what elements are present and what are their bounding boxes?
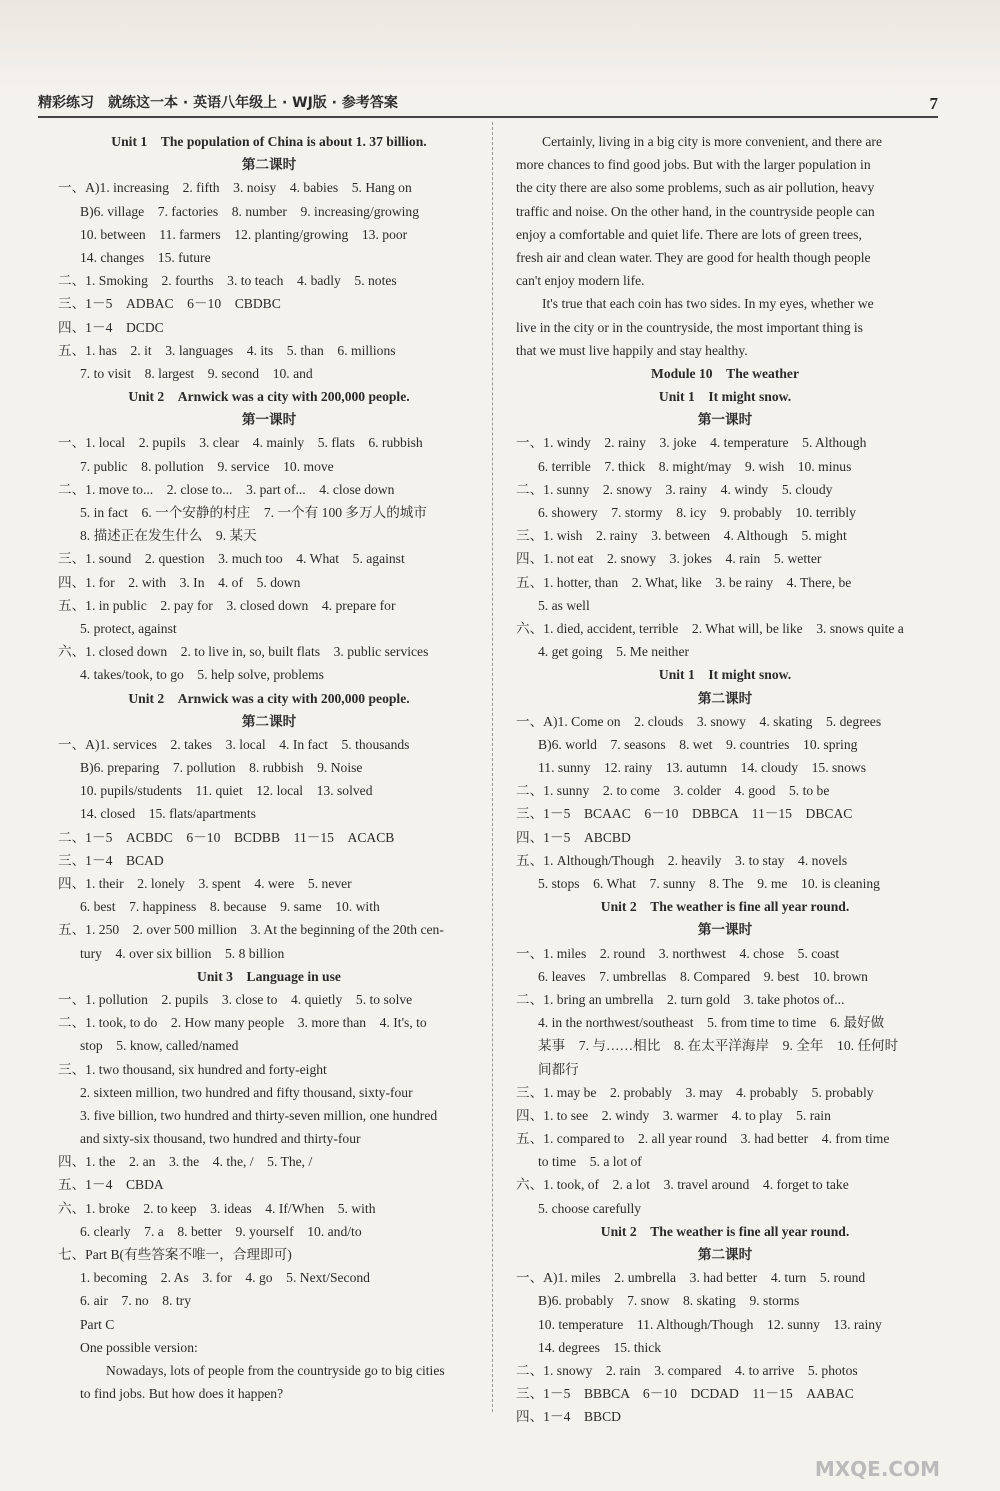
answer-line: 6. best 7. happiness 8. because 9. same 10. with <box>80 899 380 915</box>
left-column <box>58 130 480 1405</box>
answer-line: traffic and noise. On the other hand, in the countryside people can <box>516 203 875 219</box>
answer-line: 五、1. compared to 2. all year round 3. had better 4. from time <box>516 1131 890 1147</box>
answer-line: 5. protect, against <box>80 620 177 636</box>
answer-line: 二、1. Smoking 2. fourths 3. to teach 4. badly 5. notes <box>58 273 397 289</box>
answer-line: 4. in the northwest/southeast 5. from time to time 6. 最好做 <box>538 1015 885 1031</box>
answer-line: 一、A)1. services 2. takes 3. local 4. In fact 5. thousands <box>58 736 410 752</box>
answer-line: One possible version: <box>80 1339 198 1355</box>
answer-line: fresh air and clean water. They are good for health though people <box>516 249 871 265</box>
answer-line: 14. changes 15. future <box>80 249 211 265</box>
answer-line: that we must live happily and stay healthy. <box>516 342 748 358</box>
answer-line: the city there are also some problems, such as air pollution, heavy <box>516 180 875 196</box>
column-divider <box>492 122 493 1412</box>
answer-line: 一、1. pollution 2. pupils 3. close to 4. quietly 5. to solve <box>58 991 413 1007</box>
answer-line: B)6. probably 7. snow 8. skating 9. storms <box>538 1293 800 1309</box>
answer-line: 3. five billion, two hundred and thirty-seven million, one hundred <box>80 1107 438 1123</box>
answer-line: stop 5. know, called/named <box>80 1038 239 1054</box>
answer-line: 四、1－4 DCDC <box>58 319 164 335</box>
answer-line: 二、1. bring an umbrella 2. turn gold 3. take photos of... <box>516 991 845 1007</box>
answer-line: 四、1. their 2. lonely 3. spent 4. were 5. never <box>58 876 352 891</box>
answer-line: B)6. village 7. factories 8. number 9. increasing/growing <box>80 203 420 219</box>
answer-line: 5. as well <box>538 597 590 613</box>
answer-line: 三、1. may be 2. probably 3. may 4. probably 5. probably <box>516 1084 874 1100</box>
header-title: 精彩练习 就练这一本 · 英语八年级上 · WJ版 · 参考答案 <box>38 95 398 111</box>
answer-line: 一、A)1. increasing 2. fifth 3. noisy 4. babies 5. Hang on <box>58 180 412 196</box>
answer-line: more chances to find good jobs. But with the larger population in <box>516 157 871 173</box>
answer-line: 五、1. hotter, than 2. What, like 3. be rainy 4. There, be <box>516 574 852 590</box>
answer-line: 6. showery 7. stormy 8. icy 9. probably 10. terribly <box>538 505 856 520</box>
answer-line: 三、1. two thousand, six hundred and forty-eight <box>58 1061 327 1077</box>
answer-line: 14. degrees 15. thick <box>538 1339 662 1355</box>
answer-line: tury 4. over six billion 5. 8 billion <box>80 945 285 961</box>
answer-line: 间都行 <box>538 1061 579 1077</box>
answer-line: 五、1. Although/Though 2. heavily 3. to stay 4. novels <box>516 852 848 868</box>
answer-line: 4. get going 5. Me neither <box>538 644 690 660</box>
answer-line: 三、1－4 BCAD <box>58 852 164 868</box>
answer-line: 5. stops 6. What 7. sunny 8. The 9. me 10. is cleaning <box>538 876 880 891</box>
answer-line: 4. takes/took, to go 5. help solve, problems <box>80 667 324 683</box>
answer-line: 三、1－5 BCAAC 6－10 DBBCA 11－15 DBCAC <box>516 806 853 822</box>
answer-line: 2. sixteen million, two hundred and fifty thousand, sixty-four <box>80 1084 413 1100</box>
section-heading: 第二课时 <box>697 1247 753 1262</box>
answer-line: 三、1. sound 2. question 3. much too 4. What 5. against <box>58 551 405 567</box>
answer-line: 14. closed 15. flats/apartments <box>80 806 256 822</box>
answer-line: to time 5. a lot of <box>538 1154 642 1170</box>
section-heading: Unit 2 The weather is fine all year round. <box>600 899 850 915</box>
answer-line: 二、1. took, to do 2. How many people 3. more than 4. It's, to <box>58 1015 427 1031</box>
answer-line: 六、1. died, accident, terrible 2. What will, be like 3. snows quite a <box>516 620 904 636</box>
answer-line: B)6. preparing 7. pollution 8. rubbish 9. Noise <box>80 760 363 776</box>
scan-top-band <box>0 0 1000 95</box>
section-heading: 第一课时 <box>241 412 297 428</box>
section-heading: Unit 1 It might snow. <box>658 389 792 405</box>
answer-line: 六、1. took, of 2. a lot 3. travel around 4. forget to take <box>516 1177 849 1193</box>
answer-line: 五、1－4 CBDA <box>58 1177 164 1193</box>
answer-line: 五、1. in public 2. pay for 3. closed down 4. prepare for <box>58 597 396 613</box>
answer-line: 四、1. the 2. an 3. the 4. the, / 5. The, / <box>58 1154 313 1170</box>
answer-line: 一、A)1. Come on 2. clouds 3. snowy 4. skating 5. degrees <box>516 713 882 729</box>
answer-line: 5. in fact 6. 一个安静的村庄 7. 一个有 100 多万人的城市 <box>80 505 427 520</box>
section-heading: Unit 3 Language in use <box>197 968 341 984</box>
answer-line: 六、1. broke 2. to keep 3. ideas 4. If/When 5. with <box>58 1200 376 1216</box>
page-header <box>38 92 938 118</box>
section-heading: Unit 2 Arnwick was a city with 200,000 people. <box>128 389 410 405</box>
answer-line: 某事 7. 与……相比 8. 在太平洋海岸 9. 全年 10. 任何时 <box>538 1038 899 1054</box>
page-number: 7 <box>929 94 938 113</box>
answer-line: 7. public 8. pollution 9. service 10. move <box>80 458 334 474</box>
section-heading: 第二课时 <box>697 690 753 706</box>
answer-line: Nowadays, lots of people from the countryside go to big cities <box>106 1362 445 1378</box>
answer-line: 1. becoming 2. As 3. for 4. go 5. Next/Second <box>80 1270 370 1286</box>
answer-line: 七、Part B(有些答案不唯一，合理即可) <box>58 1247 292 1262</box>
right-column <box>516 130 934 1429</box>
answer-line: B)6. world 7. seasons 8. wet 9. countries 10. spring <box>538 736 858 752</box>
answer-line: 一、1. miles 2. round 3. northwest 4. chose 5. coast <box>516 945 840 961</box>
answer-line: live in the city or in the countryside, the most important thing is <box>516 319 863 335</box>
answer-line: Part C <box>80 1316 115 1332</box>
answer-line: 五、1. has 2. it 3. languages 4. its 5. than 6. millions <box>58 342 396 358</box>
section-heading: 第一课时 <box>697 412 753 428</box>
answer-line: 四、1. for 2. with 3. In 4. of 5. down <box>58 574 301 590</box>
answer-line: 三、1－5 BBBCA 6－10 DCDAD 11－15 AABAC <box>516 1386 854 1402</box>
answer-line: 10. temperature 11. Although/Though 12. sunny 13. rainy <box>538 1316 882 1332</box>
answer-line: 二、1. sunny 2. snowy 3. rainy 4. windy 5. cloudy <box>516 481 833 497</box>
answer-line: 一、1. windy 2. rainy 3. joke 4. temperature 5. Although <box>516 435 867 451</box>
section-heading: Unit 1 The population of China is about 1. 37 billion. <box>111 134 427 149</box>
answer-line: 四、1－5 ABCBD <box>516 829 631 845</box>
answer-line: and sixty-six thousand, two hundred and thirty-four <box>80 1131 361 1147</box>
answer-line: 10. pupils/students 11. quiet 12. local 13. solved <box>80 783 373 799</box>
answer-line: enjoy a comfortable and quiet life. There are lots of green trees, <box>516 226 862 242</box>
section-heading: Unit 1 It might snow. <box>658 667 792 683</box>
answer-line: 二、1. sunny 2. to come 3. colder 4. good 5. to be <box>516 783 830 799</box>
answer-line: 四、1. to see 2. windy 3. warmer 4. to play 5. rain <box>516 1107 831 1123</box>
answer-line: 11. sunny 12. rainy 13. autumn 14. cloudy 15. snows <box>538 760 866 776</box>
section-heading: Module 10 The weather <box>650 365 799 381</box>
answer-line: 5. choose carefully <box>538 1200 642 1216</box>
answer-line: 一、1. local 2. pupils 3. clear 4. mainly 5. flats 6. rubbish <box>58 435 423 451</box>
answer-line: 四、1. not eat 2. snowy 3. jokes 4. rain 5. wetter <box>516 551 822 567</box>
answer-line: can't enjoy modern life. <box>516 273 645 289</box>
answer-line: Certainly, living in a big city is more convenient, and there are <box>542 134 882 149</box>
section-heading: 第二课时 <box>241 157 297 173</box>
answer-line: 8. 描述正在发生什么 9. 某天 <box>80 528 257 544</box>
answer-line: 6. terrible 7. thick 8. might/may 9. wish 10. minus <box>538 458 852 474</box>
answer-line: 一、A)1. miles 2. umbrella 3. had better 4. turn 5. round <box>516 1270 866 1286</box>
answer-line: 六、1. closed down 2. to live in, so, built flats 3. public services <box>58 644 429 660</box>
answer-line: 三、1. wish 2. rainy 3. between 4. Although 5. might <box>516 528 847 544</box>
section-heading: 第二课时 <box>241 713 297 729</box>
answer-line: 6. leaves 7. umbrellas 8. Compared 9. best 10. brown <box>538 968 868 984</box>
answer-line: 二、1－5 ACBDC 6－10 BCDBB 11－15 ACACB <box>58 829 395 845</box>
answer-line: 7. to visit 8. largest 9. second 10. and <box>80 365 313 381</box>
answer-line: 二、1. move to... 2. close to... 3. part of... 4. close down <box>58 481 395 497</box>
answer-line: 6. clearly 7. a 8. better 9. yourself 10. and/to <box>80 1223 362 1239</box>
answer-line: 五、1. 250 2. over 500 million 3. At the beginning of the 20th cen- <box>58 922 444 938</box>
answer-line: 二、1. snowy 2. rain 3. compared 4. to arrive 5. photos <box>516 1362 858 1378</box>
watermark: MXQE.COM <box>814 1457 940 1481</box>
answer-line: to find jobs. But how does it happen? <box>80 1386 284 1402</box>
answer-line: 6. air 7. no 8. try <box>80 1293 191 1309</box>
answer-line: It's true that each coin has two sides. In my eyes, whether we <box>542 296 874 312</box>
section-heading: Unit 2 The weather is fine all year round. <box>600 1223 850 1239</box>
section-heading: Unit 2 Arnwick was a city with 200,000 people. <box>128 690 410 706</box>
answer-line: 10. between 11. farmers 12. planting/growing 13. poor <box>80 226 408 242</box>
answer-line: 四、1－4 BBCD <box>516 1409 621 1425</box>
answer-line: 三、1－5 ADBAC 6－10 CBDBC <box>58 296 281 312</box>
section-heading: 第一课时 <box>697 922 753 938</box>
